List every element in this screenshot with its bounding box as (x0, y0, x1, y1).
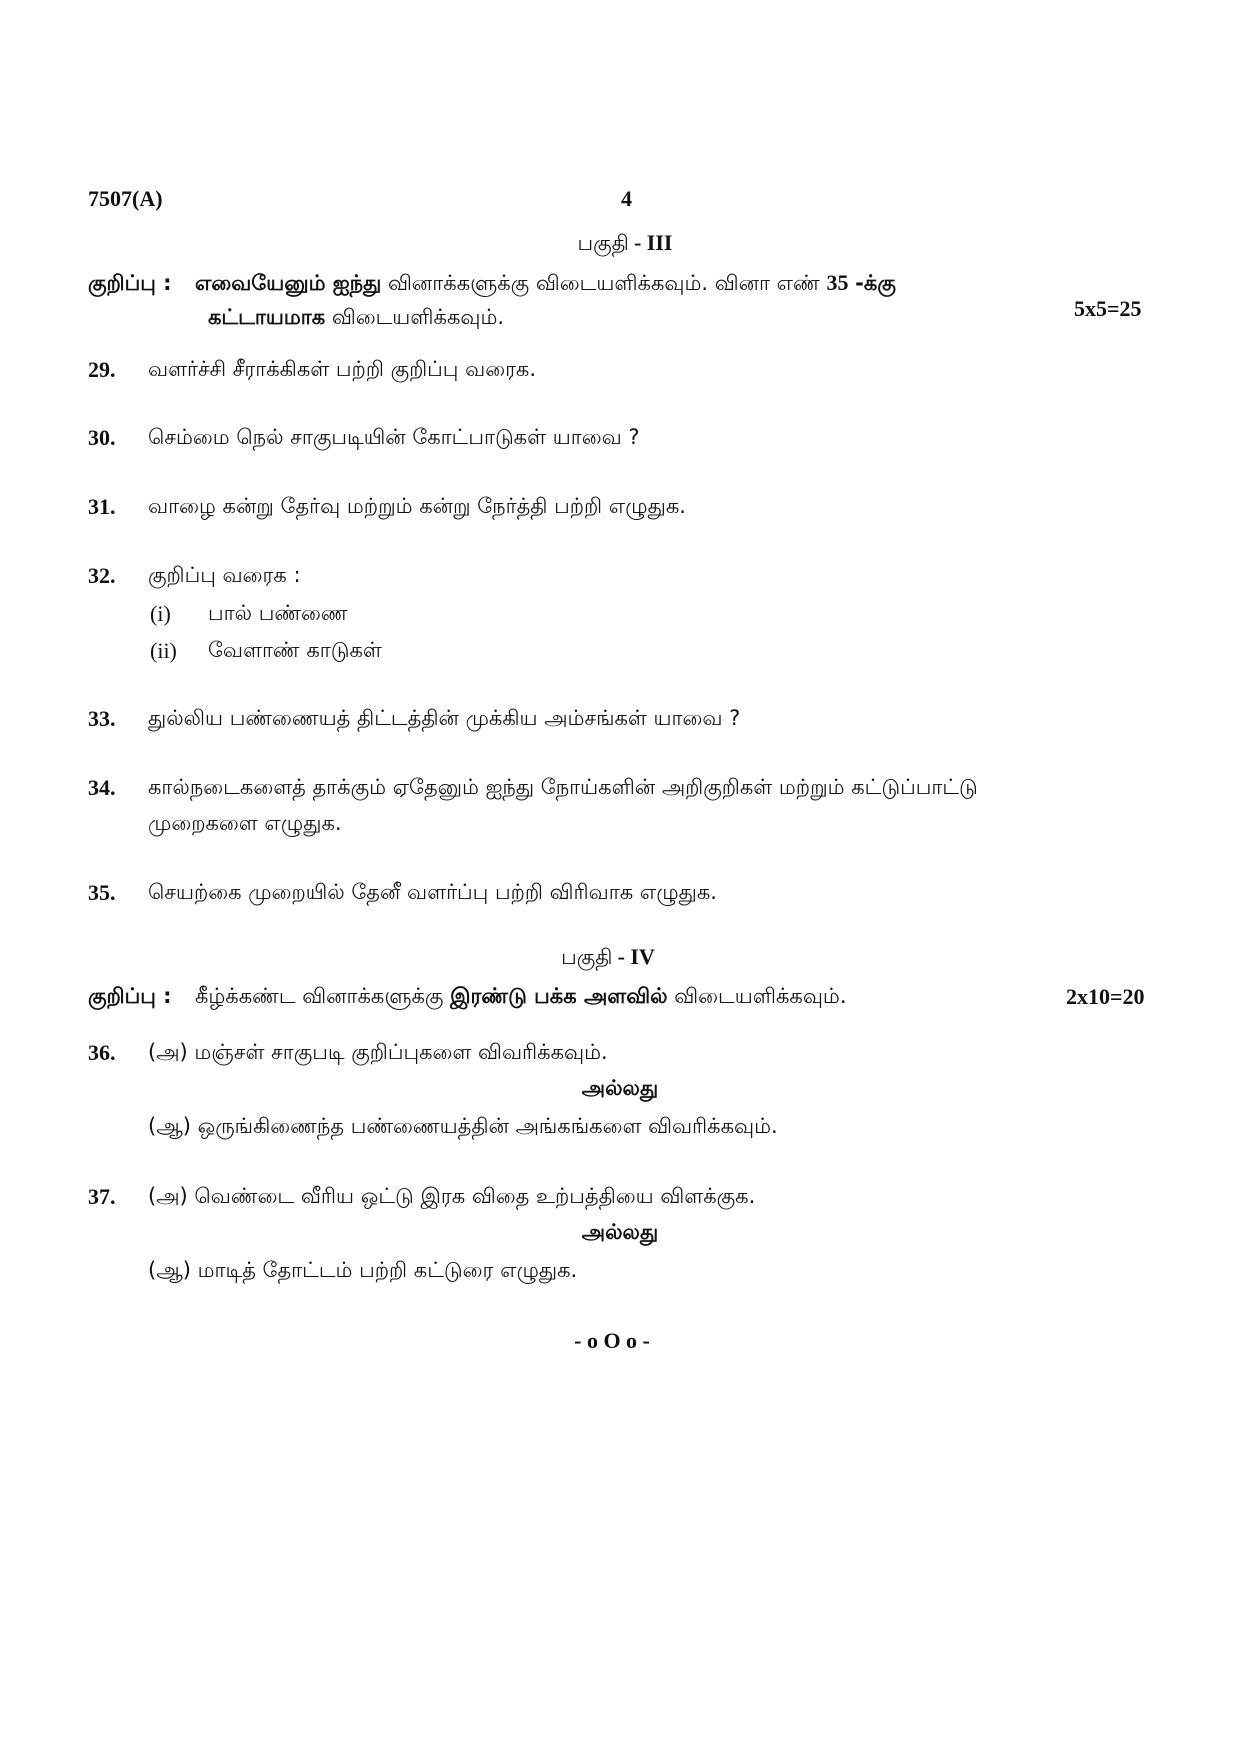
part4-note-label: குறிப்பு : (88, 984, 172, 1008)
sub-question-number: (ii) (150, 638, 177, 663)
end-marker: - o O o - (574, 1328, 650, 1353)
question-number: 29. (88, 357, 116, 382)
part3-note-text2: விடையளிக்கவும். (331, 305, 505, 329)
part3-note-suffix: -க்கு (855, 271, 896, 295)
question-text: செயற்கை முறையில் தேனீ வளர்ப்பு பற்றி விரிவாக எழுதுக. (148, 880, 717, 904)
or-label: அல்லது (581, 1076, 659, 1100)
part4-heading-num: IV (630, 944, 655, 969)
option-a-text: (அ) வெண்டை வீரிய ஒட்டு இரக விதை உற்பத்தியை விளக்குக. (148, 1184, 756, 1208)
question-number: 31. (88, 494, 116, 519)
part3-note-text1: வினாக்களுக்கு விடையளிக்கவும். வினா எண் (388, 271, 820, 295)
question-number: 35. (88, 880, 116, 905)
option-a-text: (அ) மஞ்சள் சாகுபடி குறிப்புகளை விவரிக்கவும். (148, 1040, 608, 1064)
part3-heading-word: பகுதி (577, 231, 629, 255)
question-number: 32. (88, 563, 116, 588)
part3-note-line1 (88, 270, 896, 298)
question-number: 30. (88, 425, 116, 450)
part3-note-line2 (208, 305, 504, 332)
sub-question-number: (i) (150, 601, 171, 626)
question-text: செம்மை நெல் சாகுபடியின் கோட்பாடுகள் யாவை ? (148, 425, 640, 449)
part3-note-bold2: கட்டாயமாக (208, 305, 326, 329)
option-b-text: (ஆ) மாடித் தோட்டம் பற்றி கட்டுரை எழுதுக. (148, 1258, 578, 1282)
part3-note-bold1: எவையேனும் ஐந்து (194, 271, 382, 295)
question-text: துல்லிய பண்ணையத் திட்டத்தின் முக்கிய அம்சங்கள் யாவை ? (148, 706, 741, 730)
part4-heading-word: பகுதி (561, 945, 613, 969)
question-text: வாழை கன்று தேர்வு மற்றும் கன்று நேர்த்தி பற்றி எழுதுக. (148, 494, 686, 518)
part4-note-bold: இரண்டு பக்க அளவில் (450, 984, 668, 1008)
part4-marks: 2x10=20 (1066, 984, 1145, 1009)
part4-note-text1: கீழ்க்கண்ட வினாக்களுக்கு (194, 984, 444, 1008)
question-number: 37. (88, 1184, 116, 1209)
part3-marks: 5x5=25 (1074, 296, 1142, 321)
question-number: 34. (88, 775, 116, 800)
part3-note-num: 35 (826, 270, 849, 295)
sub-question-text: வேளாண் காடுகள் (208, 638, 382, 662)
question-text-continued: முறைகளை எழுதுக. (148, 811, 342, 835)
question-text: கால்நடைகளைத் தாக்கும் ஏதேனும் ஐந்து நோய்களின் அறிகுறிகள் மற்றும் கட்டுப்பாட்டு (148, 775, 978, 799)
question-text: வளர்ச்சி சீராக்கிகள் பற்றி குறிப்பு வரைக. (148, 357, 537, 381)
part4-note-text2: விடையளிக்கவும். (674, 984, 847, 1008)
part3-heading: பகுதி - III (577, 230, 673, 255)
option-b-text: (ஆ) ஒருங்கிணைந்த பண்ணையத்தின் அங்கங்களை விவரிக்கவும். (148, 1114, 778, 1138)
paper-code: 7507(A) (88, 186, 163, 211)
part4-heading: பகுதி - IV (561, 944, 655, 969)
part3-note-label: குறிப்பு : (88, 271, 172, 295)
question-number: 33. (88, 706, 116, 731)
part4-note (88, 984, 847, 1011)
question-text: குறிப்பு வரைக : (148, 563, 301, 587)
question-number: 36. (88, 1040, 116, 1065)
page-number: 4 (621, 186, 632, 211)
part3-heading-num: III (646, 230, 673, 255)
or-label: அல்லது (581, 1220, 659, 1244)
sub-question-text: பால் பண்ணை (208, 601, 348, 625)
